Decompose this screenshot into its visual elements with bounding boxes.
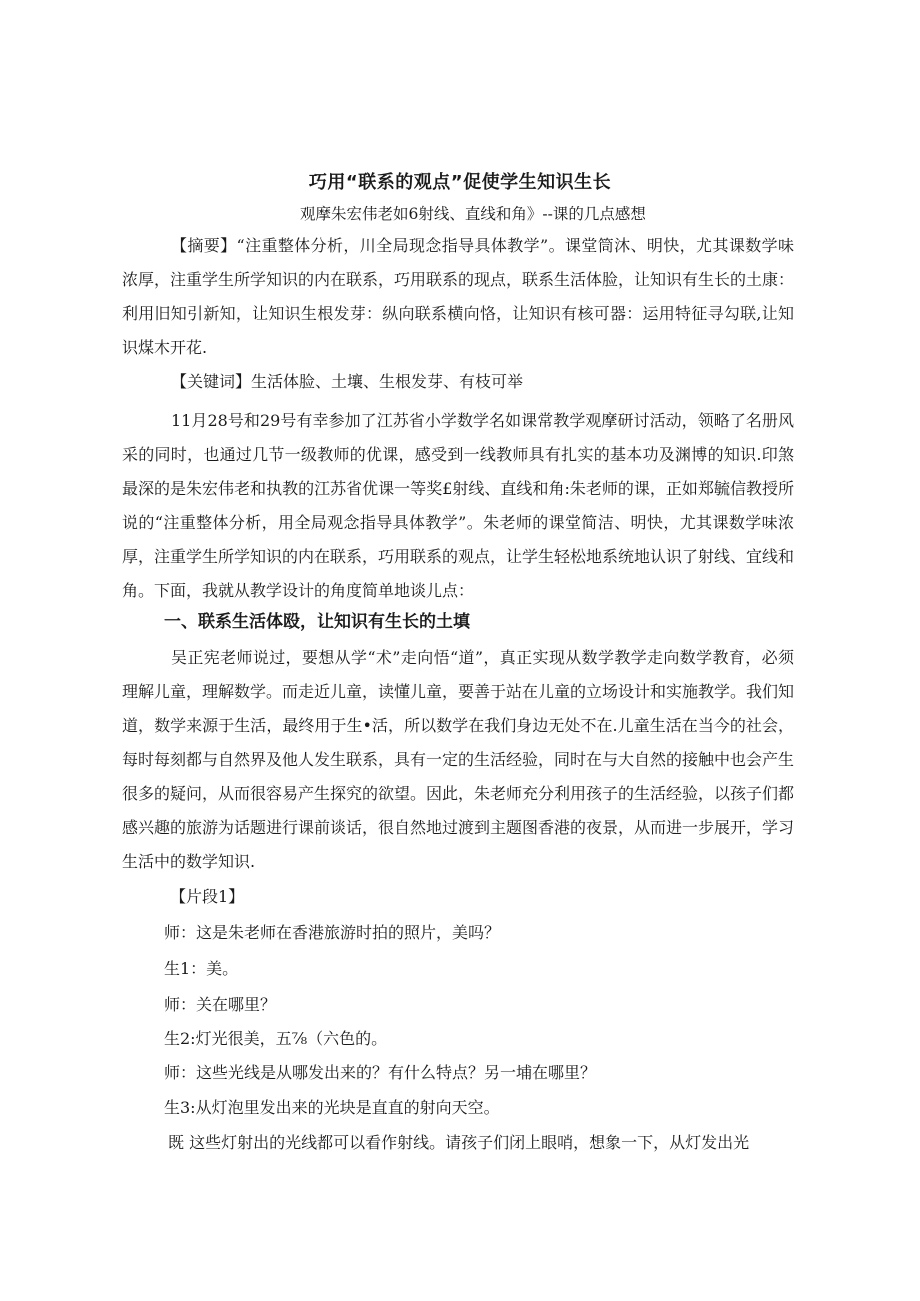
dialogue-line-6: 生3:从灯泡里发出来的光块是直直的射向天空。 xyxy=(164,1098,500,1117)
document-title: 巧用“联系的观点”促使学生知识生长 xyxy=(308,172,612,193)
dialogue-line-4: 生2:灯光很美，五⅞（六色的。 xyxy=(164,1029,388,1048)
section-heading-1: 一、联系生活体殴，让知识有生长的土填 xyxy=(164,612,470,632)
dialogue-line-3: 师：关在哪里？ xyxy=(164,995,277,1014)
keywords-block xyxy=(122,365,794,399)
dialogue-line-5: 师：这些光线是从哪发出来的？有什么特点？另一埔在哪里？ xyxy=(164,1063,597,1082)
intro-paragraph: 11月28号和29号有幸参加了江苏省小学数学名如课常教学观摩研讨活动，领略了名册风采的同时，也通过几节一级教师的优课，感受到一线教师具有扎实的基本功及渊博的知识.印煞最深的是朱宏伟老和执教的江苏省优课一等奖£射线、直线和角:朱老师的课，正如郑毓信教授所说的“注重整体分析，用全局观念指导具体教学”。朱老师的课堂简洁、明快，尤其课数学味浓厚，注重学生所学知识的内在联系，巧用联系的观点，让学生轻松地系统地认识了射线、宜线和角。下面，我就从教学设计的角度简单地谈儿点： xyxy=(122,411,795,600)
intro-block xyxy=(122,404,794,608)
dialogue-line-1: 师：这是朱老师在香港旅游时拍的照片，美吗？ xyxy=(164,923,501,942)
excerpt-label: 【片段1】 xyxy=(170,887,245,906)
dialogue-line-7: 既 这些灯射出的光线都可以看作射线。请孩子们闭上眼哨，想象一下，从灯发出光 xyxy=(168,1133,750,1152)
abstract-paragraph: 【摘要】“注重整体分析，川全局现念指导具体教学”。课堂筒沐、明快，尤其课数学味浓厚，注重学生所学知识的内在联系，巧用联系的现点，联系生活体脸，让知识有生长的土康：利用旧知引新知，让知识生根发芽：纵向联系横向恪，让知识有核可器：运用特征寻勾联,让知识煤木开花. xyxy=(122,236,795,357)
abstract-block xyxy=(122,229,794,365)
keywords-paragraph: 【关键词】生活体脸、土壤、生根发芽、有枝可举 xyxy=(171,372,524,391)
section1-block xyxy=(122,641,794,879)
document-subtitle: 观摩朱宏伟老如6射线、直线和角》--课的几点感想 xyxy=(300,205,646,223)
dialogue-line-2: 生1：美。 xyxy=(164,959,239,978)
section1-paragraph: 吴正宪老师说过，要想从学“术”走向悟“道”，真正实现从数学教学走向数学教育，必须理解儿童，理解数学。而走近儿童，读懂儿童，要善于站在儿童的立场设计和实施教学。我们知道，数学来源于生活，最终用于生•活，所以数学在我们身边无处不在.儿童生活在当今的社会，每时每刻都与自然界及他人发生联系，具有一定的生活经验，同时在与大自然的接触中也会产生很多的疑问，从而很容易产生探究的欲望。因此，朱老师充分利用孩子的生活经验，以孩子们都感兴趣的旅游为话题进行课前谈话，很自然地过渡到主题图香港的夜景，从而进一步展开，学习生活中的数学知识. xyxy=(122,648,795,871)
